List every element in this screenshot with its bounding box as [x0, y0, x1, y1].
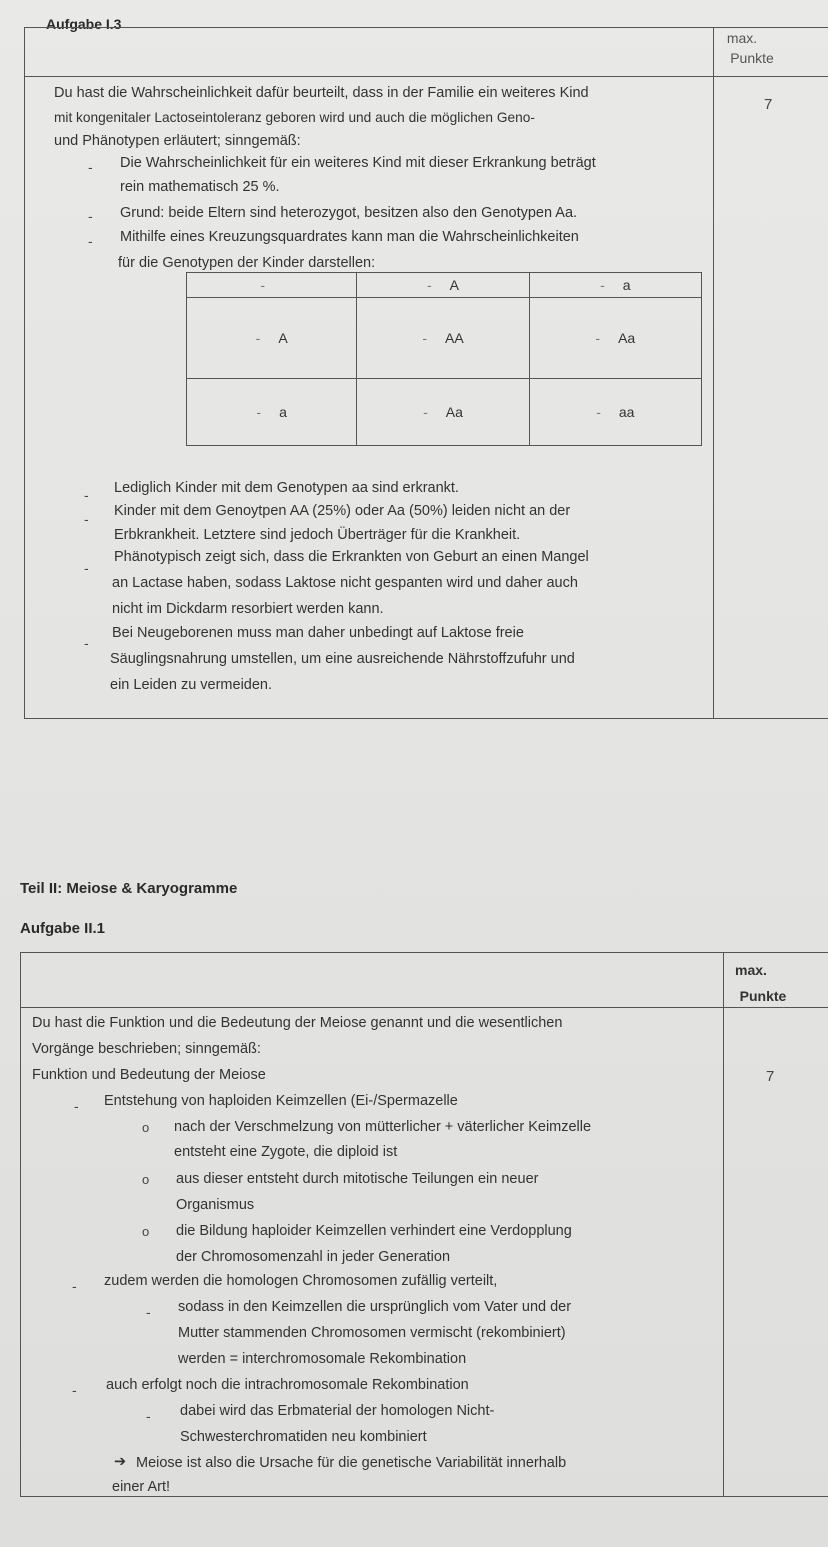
task1-points-column-divider — [713, 27, 714, 719]
bullet-dash: - — [146, 1304, 151, 1320]
task2-intro-line-3: Funktion und Bedeutung der Meiose — [32, 1067, 266, 1083]
circle-bullet: o — [142, 1172, 150, 1187]
task1-bullet-b2-line-1: Kinder mit dem Genoytpen AA (25%) oder Aa (50%) leiden nicht an der — [114, 503, 571, 519]
bullet-dash: - — [88, 233, 93, 249]
task1-bullet-b4-line-3: ein Leiden zu vermeiden. — [110, 677, 273, 693]
punnett-cell: - Aa — [357, 379, 529, 446]
task2-points-label: Punkte — [739, 988, 787, 1004]
part2-heading: Teil II: Meiose & Karyogramme — [20, 880, 238, 897]
task1-bullet-a1-line-1: Die Wahrscheinlichkeit für ein weiteres Kind mit dieser Erkrankung beträgt — [120, 155, 596, 171]
bullet-dash: - — [84, 511, 89, 527]
task1-bullet-b4-line-1: Bei Neugeborenen muss man daher unbedingt auf Laktose freie — [112, 625, 524, 641]
bullet-dash: - — [84, 487, 89, 503]
task1-heading: Aufgabe I.3 — [46, 16, 122, 32]
task2-sub1-line-2: entsteht eine Zygote, die diploid ist — [174, 1144, 398, 1160]
task2-bullet-1: Entstehung von haploiden Keimzellen (Ei-/Spermazelle — [104, 1093, 458, 1109]
bullet-dash: - — [88, 208, 93, 224]
task1-bullet-b4-line-2: Säuglingsnahrung umstellen, um eine ausreichende Nährstoffzufuhr und — [110, 651, 575, 667]
punnett-row-header: - A — [187, 298, 357, 379]
task1-bullet-b3-line-2: an Lactase haben, sodass Laktose nicht gespanten wird und daher auch — [112, 575, 578, 591]
task2-b2-sub-line-2: Mutter stammenden Chromosomen vermischt (rekombiniert) — [178, 1325, 566, 1341]
task1-bullet-a1-line-2: rein mathematisch 25 %. — [120, 179, 280, 195]
task1-bullet-b3-line-3: nicht im Dickdarm resorbiert werden kann. — [112, 601, 384, 617]
task2-b3-sub-line-1: dabei wird das Erbmaterial der homologen Nicht- — [180, 1403, 495, 1419]
task2-points-column-divider — [723, 952, 724, 1497]
task1-intro-line-1: Du hast die Wahrscheinlichkeit dafür beurteilt, dass in der Familie ein weiteres Kind — [54, 85, 589, 101]
task2-b2-sub-line-1: sodass in den Keimzellen die ursprünglich vom Vater und der — [178, 1299, 572, 1315]
task1-bullet-a2: Grund: beide Eltern sind heterozygot, besitzen also den Genotypen Aa. — [120, 205, 578, 221]
task1-max-label: max. — [726, 30, 758, 46]
task2-sub2-line-1: aus dieser entsteht durch mitotische Teilungen ein neuer — [176, 1171, 539, 1187]
task2-max-label: max. — [735, 962, 767, 978]
task2-conclusion-line-2: einer Art! — [112, 1479, 171, 1495]
punnett-cell: - aa — [529, 379, 701, 446]
task2-b3-sub-line-2: Schwesterchromatiden neu kombiniert — [180, 1429, 427, 1445]
task2-bullet-2: zudem werden die homologen Chromosomen zufällig verteilt, — [104, 1273, 498, 1289]
bullet-dash: - — [72, 1382, 77, 1398]
task2-sub2-line-2: Organismus — [176, 1197, 255, 1213]
task2-sub1-line-1: nach der Verschmelzung von mütterlicher + väterlicher Keimzelle — [174, 1119, 592, 1135]
task1-points-label: Punkte — [730, 50, 774, 66]
task2-header-divider — [20, 1007, 828, 1008]
punnett-col-header: - a — [529, 273, 701, 298]
bullet-dash: - — [88, 159, 93, 175]
task2-heading: Aufgabe II.1 — [20, 920, 106, 937]
bullet-dash: - — [74, 1098, 79, 1114]
bullet-dash: - — [84, 560, 89, 576]
task2-bullet-3: auch erfolgt noch die intrachromosomale Rekombination — [106, 1377, 469, 1393]
circle-bullet: o — [142, 1120, 150, 1135]
task1-intro-line-3: und Phänotypen erläutert; sinngemäß: — [54, 133, 301, 149]
task2-sub3-line-2: der Chromosomenzahl in jeder Generation — [176, 1249, 451, 1265]
task2-sub3-line-1: die Bildung haploider Keimzellen verhindert eine Verdopplung — [176, 1223, 572, 1239]
task1-header-divider — [24, 76, 828, 77]
task1-bullet-b2-line-2: Erbkrankheit. Letztere sind jedoch Überträger für die Krankheit. — [114, 527, 521, 543]
circle-bullet: o — [142, 1224, 150, 1239]
task1-bullet-a3-line-1: Mithilfe eines Kreuzungsquardrates kann man die Wahrscheinlichkeiten — [120, 229, 579, 245]
task2-b2-sub-line-3: werden = interchromosomale Rekombination — [178, 1351, 467, 1367]
task1-bullet-b1: Lediglich Kinder mit dem Genotypen aa sind erkrankt. — [114, 480, 459, 496]
task2-intro-line-2: Vorgänge beschrieben; sinngemäß: — [32, 1041, 261, 1057]
punnett-row-header: - a — [187, 379, 357, 446]
task2-points-value: 7 — [766, 1068, 775, 1085]
task1-points-value: 7 — [764, 96, 773, 113]
task1-intro-line-2: mit kongenitaler Lactoseintoleranz geboren wird und auch die möglichen Geno- — [54, 110, 535, 125]
bullet-dash: - — [72, 1278, 77, 1294]
bullet-dash: - — [84, 635, 89, 651]
task1-bullet-b3-line-1: Phänotypisch zeigt sich, dass die Erkrankten von Geburt an einen Mangel — [114, 549, 589, 565]
bullet-dash: - — [146, 1408, 151, 1424]
punnett-cell: - AA — [357, 298, 529, 379]
task2-intro-line-1: Du hast die Funktion und die Bedeutung der Meiose genannt und die wesentlichen — [32, 1015, 563, 1031]
punnett-square — [186, 272, 702, 446]
arrow-right-icon: ➔ — [114, 1454, 127, 1470]
task1-bullet-a3-line-2: für die Genotypen der Kinder darstellen: — [118, 255, 376, 271]
task2-conclusion-line-1: Meiose ist also die Ursache für die genetische Variabilität innerhalb — [136, 1455, 567, 1471]
punnett-corner-cell: - — [187, 273, 357, 298]
punnett-cell: - Aa — [529, 298, 701, 379]
punnett-col-header: - A — [357, 273, 529, 298]
